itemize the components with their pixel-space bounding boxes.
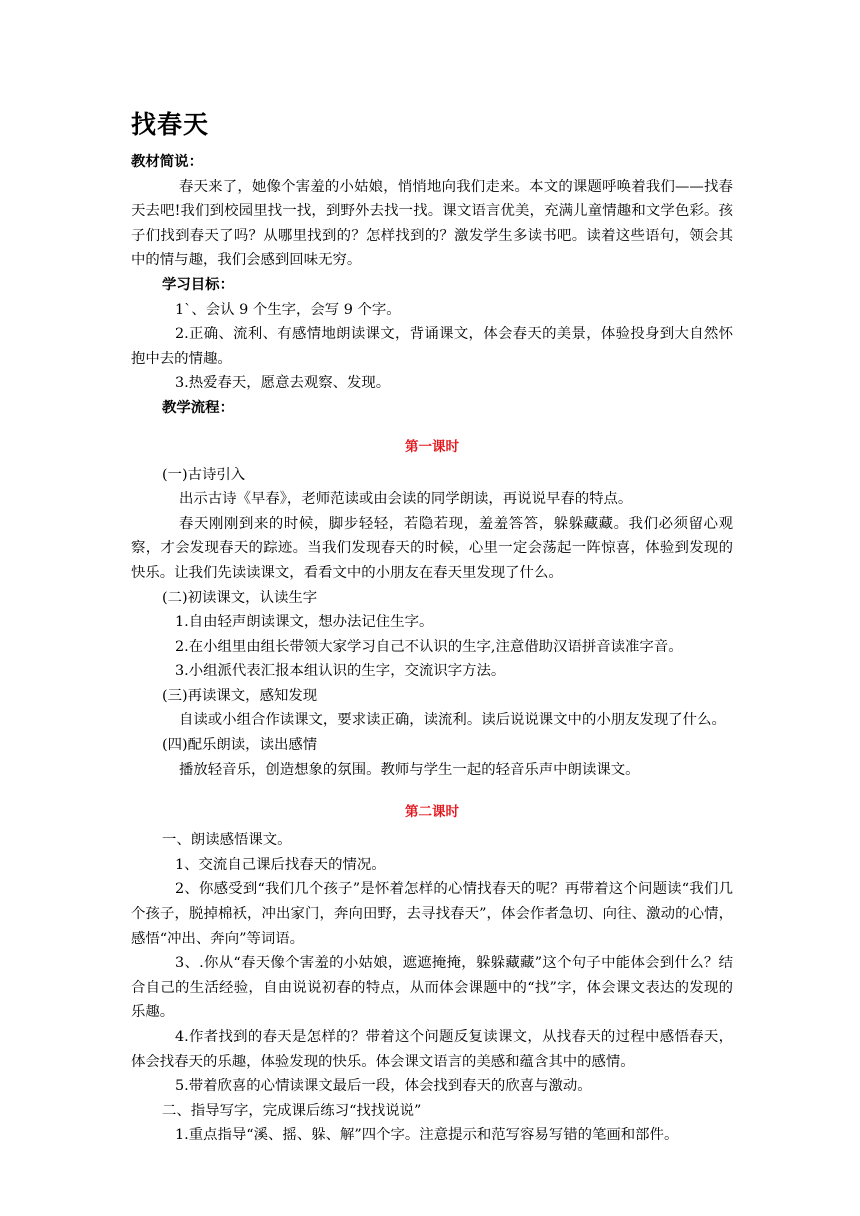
lesson2-list-item: 4.作者找到的春天是怎样的？带着这个问题反复读课文，从找春天的过程中感悟春天，体会找春天的乐趣，体验发现的快乐。体会课文语言的美感和蕴含其中的感情。 bbox=[131, 1029, 733, 1070]
intro-heading: 教材简说： bbox=[131, 154, 203, 170]
lesson1-list-item: 3.小组派代表汇报本组认识的生字，交流识字方法。 bbox=[175, 663, 506, 680]
lesson2-list-item: 1.重点指导“溪、摇、躲、解”四个字。注意提示和范写容易写错的笔画和部件。 bbox=[175, 1127, 679, 1144]
lesson2-list-item: 2、你感受到“我们几个孩子”是怀着怎样的心情找春天的呢？再带着这个问题读“我们几个孩子，脱掉棉袄，冲出家门，奔向田野，去寻找春天”，体会作者急切、向往、激动的心情，感悟“冲出、奔向”等词语。 bbox=[131, 881, 733, 947]
lesson2-list-item: 5.带着欣喜的心情读课文最后一段，体会找到春天的欣喜与激动。 bbox=[175, 1078, 592, 1095]
lesson2-section-title: 一、朗读感悟课文。 bbox=[162, 832, 292, 849]
goals-heading: 学习目标： bbox=[162, 276, 234, 293]
lesson1-list-item: 2.在小组里由组长带领大家学习自己不认识的生字,注意借助汉语拼音读准字音。 bbox=[175, 638, 683, 655]
lesson2-list-item: 1、交流自己课后找春天的情况。 bbox=[175, 856, 386, 873]
lesson1-heading: 第一课时 bbox=[405, 438, 459, 455]
lesson1-section-title: (四)配乐朗读，读出感情 bbox=[162, 737, 318, 754]
lesson1-paragraph: 出示古诗《早春》，老师范读或由会读的同学朗读，再说说早春的特点。 bbox=[179, 491, 633, 508]
lesson1-paragraph: 春天刚刚到来的时候，脚步轻轻，若隐若现，羞羞答答，躲躲藏藏。我们必须留心观察，才会发现春天的踪迹。当我们发现春天的时候，心里一定会荡起一阵惊喜，体验到发现的快乐。让我们先读读课文，看看文中的小朋友在春天里发现了什么。 bbox=[131, 515, 733, 581]
document-page bbox=[131, 108, 733, 1148]
lesson1-paragraph: 播放轻音乐，创造想象的氛围。教师与学生一起的轻音乐声中朗读课文。 bbox=[179, 761, 640, 778]
lesson1-list-item: 1.自由轻声朗读课文，想办法记住生字。 bbox=[175, 614, 434, 631]
goal-item: 2.正确、流利、有感情地朗读课文，背诵课文，体会春天的美景，体验投身到大自然怀抱中去的情趣。 bbox=[131, 326, 733, 367]
lesson1-section-title: (二)初读课文，认读生字 bbox=[162, 589, 318, 606]
goal-item: 3.热爱春天，愿意去观察、发现。 bbox=[175, 375, 391, 392]
flow-heading: 教学流程： bbox=[162, 399, 234, 416]
goal-item: 1`、会认 9 个生字，会写 9 个字。 bbox=[175, 301, 401, 318]
lesson2-list-item: 3、.你从“春天像个害羞的小姑娘，遮遮掩掩，躲躲藏藏”这个句子中能体会到什么？结合自己的生活经验，自由说说初春的特点，从而体会课题中的“找”字，体会课文表达的发现的乐趣。 bbox=[131, 955, 733, 1021]
lesson2-section-title: 二、指导写字，完成课后练习“找找说说” bbox=[162, 1102, 422, 1119]
lesson2-heading: 第二课时 bbox=[405, 804, 459, 821]
intro-paragraph: 春天来了，她像个害羞的小姑娘，悄悄地向我们走来。本文的课题呼唤着我们——找春天去吧!我们到校园里找一找，到野外去找一找。课文语言优美，充满儿童情趣和文学色彩。孩子们找到春天了吗？从哪里找到的？怎样找到的？激发学生多读书吧。读着这些语句，领会其中的情与趣，我们会感到回味无穷。 bbox=[131, 178, 733, 269]
lesson1-section-title: (三)再读课文，感知发现 bbox=[162, 687, 318, 704]
page-title: 找春天 bbox=[131, 110, 210, 139]
lesson1-paragraph: 自读或小组合作读课文，要求读正确，读流利。读后说说课文中的小朋友发现了什么。 bbox=[179, 712, 726, 729]
lesson1-section-title: (一)古诗引入 bbox=[162, 466, 246, 483]
